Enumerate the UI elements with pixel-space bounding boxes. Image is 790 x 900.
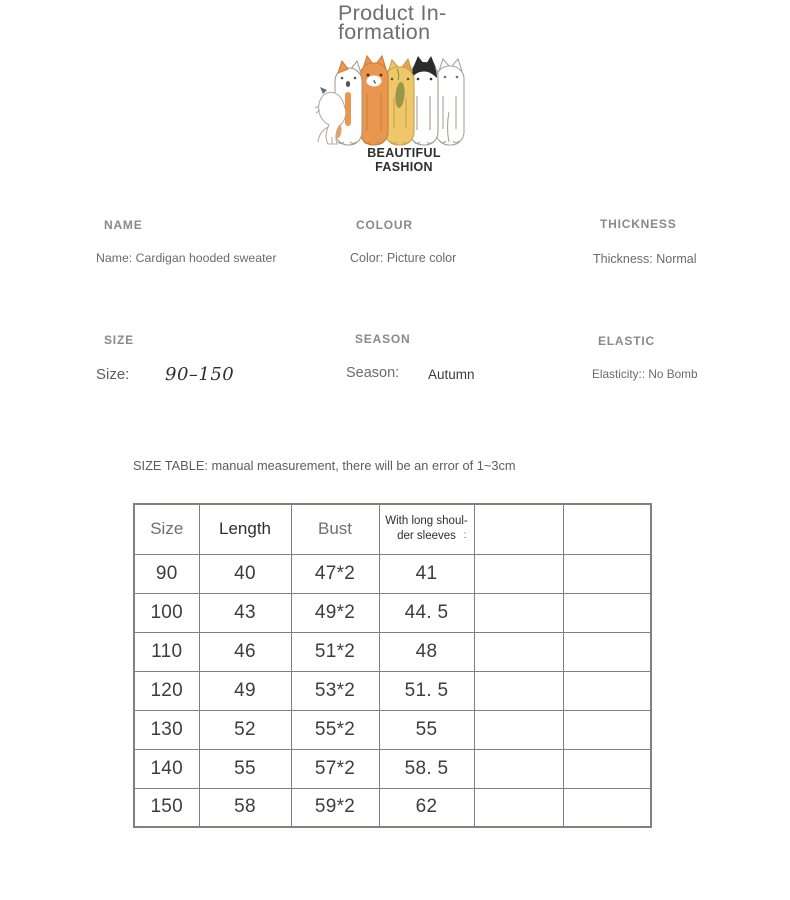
table-cell: 49	[199, 671, 291, 710]
thickness-value: Thickness: Normal	[593, 252, 697, 266]
brand-caption: BEAUTIFUL FASHION	[367, 146, 441, 174]
table-cell: 90	[134, 554, 199, 593]
col-header-size: Size	[134, 504, 199, 554]
table-cell	[563, 710, 651, 749]
table-cell: 47*2	[291, 554, 379, 593]
page-title	[338, 1, 468, 44]
table-cell	[474, 788, 563, 827]
size-table	[133, 503, 652, 828]
elastic-label: ELASTIC	[598, 334, 655, 348]
table-cell	[474, 632, 563, 671]
table-cell	[474, 554, 563, 593]
table-cell	[474, 749, 563, 788]
table-cell: 41	[379, 554, 474, 593]
table-cell	[474, 710, 563, 749]
table-cell: 58. 5	[379, 749, 474, 788]
table-cell: 62	[379, 788, 474, 827]
elastic-value: Elasticity:: No Bomb	[592, 367, 698, 381]
table-row	[134, 554, 651, 593]
table-cell: 59*2	[291, 788, 379, 827]
page-title-line2: formation	[338, 19, 431, 44]
col-header-bust: Bust	[291, 504, 379, 554]
table-row	[134, 788, 651, 827]
table-cell: 49*2	[291, 593, 379, 632]
table-cell: 48	[379, 632, 474, 671]
size-table-header-row	[134, 504, 651, 554]
colour-value: Color: Picture color	[350, 251, 457, 265]
table-cell: 58	[199, 788, 291, 827]
table-cell	[474, 593, 563, 632]
table-cell: 140	[134, 749, 199, 788]
table-cell: 53*2	[291, 671, 379, 710]
table-cell	[563, 632, 651, 671]
season-value: Autumn	[428, 367, 475, 382]
name-value: Name: Cardigan hooded sweater	[96, 251, 277, 265]
table-cell: 150	[134, 788, 199, 827]
page-title-line1: Product In-	[338, 1, 447, 25]
season-label: SEASON	[355, 332, 411, 346]
table-cell	[563, 554, 651, 593]
col-header-length: Length	[199, 504, 291, 554]
table-cell: 43	[199, 593, 291, 632]
brand-illustration-block	[315, 54, 467, 174]
cats-illustration-icon	[315, 54, 467, 150]
season-key: Season:	[346, 365, 400, 381]
table-cell: 55	[199, 749, 291, 788]
table-cell: 52	[199, 710, 291, 749]
table-cell: 100	[134, 593, 199, 632]
table-cell: 57*2	[291, 749, 379, 788]
table-cell: 46	[199, 632, 291, 671]
table-cell: 130	[134, 710, 199, 749]
name-label: NAME	[104, 218, 143, 232]
table-cell: 110	[134, 632, 199, 671]
table-cell	[474, 671, 563, 710]
table-cell: 55*2	[291, 710, 379, 749]
thickness-label: THICKNESS	[600, 217, 677, 231]
table-cell: 51*2	[291, 632, 379, 671]
table-row	[134, 749, 651, 788]
table-cell: 51. 5	[379, 671, 474, 710]
table-cell	[563, 671, 651, 710]
size-key: Size:	[96, 366, 130, 383]
col-header-sleeves: With long shoul-der sleeves :	[379, 504, 474, 554]
table-cell: 40	[199, 554, 291, 593]
table-row	[134, 593, 651, 632]
size-label: SIZE	[104, 333, 134, 347]
table-cell: 55	[379, 710, 474, 749]
colour-label: COLOUR	[356, 218, 413, 232]
table-row	[134, 632, 651, 671]
table-cell	[563, 749, 651, 788]
size-table-caption: SIZE TABLE: manual measurement, there will be an error of 1~3cm	[133, 458, 516, 473]
table-cell	[563, 788, 651, 827]
table-cell: 44. 5	[379, 593, 474, 632]
table-row	[134, 671, 651, 710]
header-colon-artifact: :	[463, 530, 467, 541]
table-cell: 120	[134, 671, 199, 710]
col-header-empty-2	[563, 504, 651, 554]
table-cell	[563, 593, 651, 632]
table-row	[134, 710, 651, 749]
size-value: 90–150	[165, 364, 235, 385]
col-header-empty-1	[474, 504, 563, 554]
